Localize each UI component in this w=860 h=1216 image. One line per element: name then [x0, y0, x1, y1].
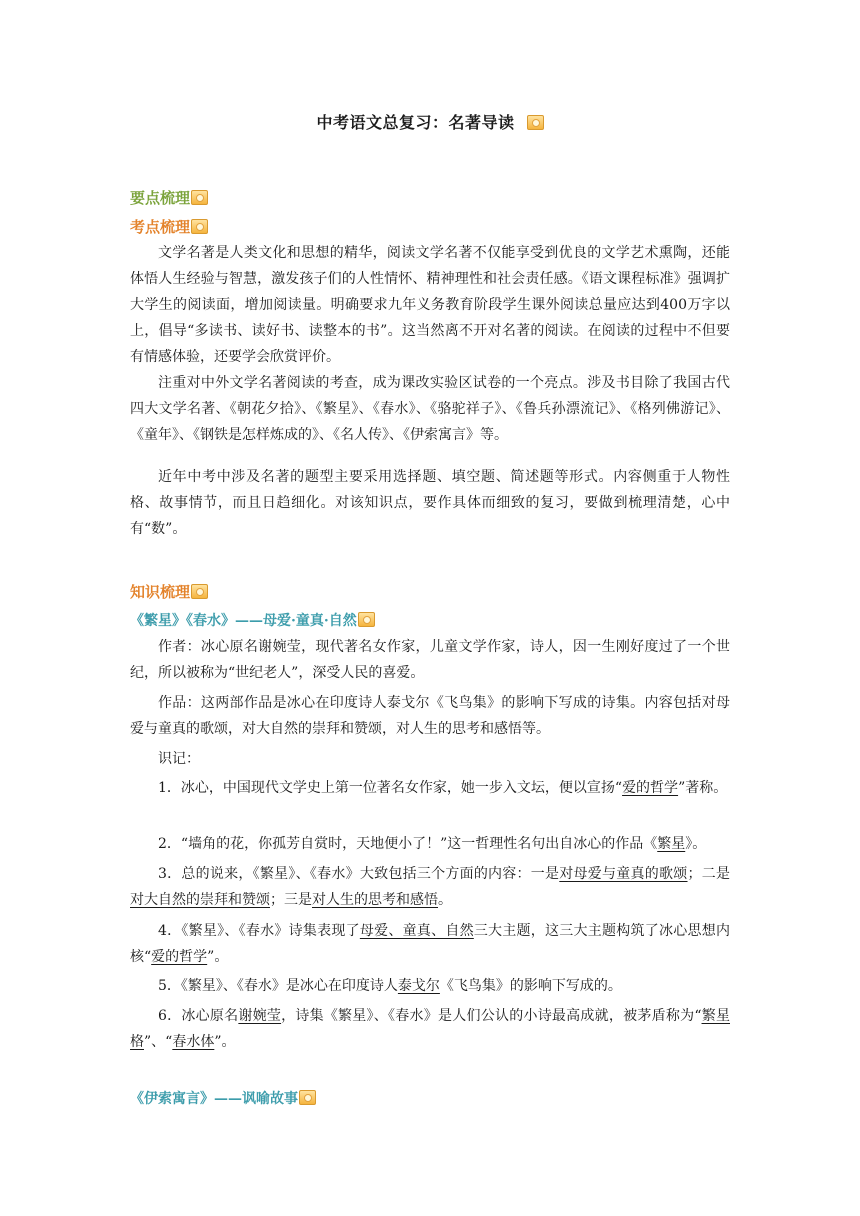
folder-icon — [191, 190, 208, 205]
heading-fanxing-chunshui: 《繁星》《春水》——母爱·童真·自然 — [130, 610, 375, 630]
list-item: 3．总的说来，《繁星》、《春水》大致包括三个方面的内容：一是对母爱与童真的歌颂；二是对大自然的崇拜和赞颂；三是对人生的思考和感悟。 — [130, 866, 731, 908]
page-title — [0, 110, 860, 133]
title-text: 中考语文总复习：名著导读 — [316, 113, 515, 132]
folder-icon — [299, 1090, 316, 1105]
list-item: 4．《繁星》、《春水》诗集表现了母爱、童真、自然三大主题，这三大主题构筑了冰心思想内核“爱的哲学”。 — [130, 923, 730, 965]
answer-underline: 繁星 — [657, 836, 686, 852]
heading-zhishi: 知识梳理 — [130, 581, 208, 602]
kaodian-paragraph: 文学名著是人类文化和思想的精华，阅读文学名著不仅能享受到优良的文学艺术熏陶，还能体悟人生经验与智慧，激发孩子们的人性情怀、精神理性和社会责任感。《语文课程标准》强调扩大学生的阅读面，增加阅读量。明确要求九年义务教育阶段学生课外阅读总量应达到400万字以上，倡导“多读书、读好书、读整本的书”。这当然离不开对名著的阅读。在阅读的过程中不但要有情感体验，还要学会欣赏评价。 — [130, 245, 730, 365]
works-paragraph: 作品：这两部作品是冰心在印度诗人泰戈尔《飞鸟集》的影响下写成的诗集。内容包括对母爱与童真的歌颂，对大自然的崇拜和赞颂，对人生的思考和感悟等。 — [130, 695, 730, 737]
shiji-label: 识记： — [158, 751, 200, 767]
kaodian-paragraph: 注重对中外文学名著阅读的考查，成为课改实验区试卷的一个亮点。涉及书目除了我国古代四大文学名著、《朝花夕拾》、《繁星》、《春水》、《骆驼祥子》、《鲁兵孙漂流记》、《格列佛游记》、《童年》、《钢铁是怎样炼成的》、《名人传》、《伊索寓言》等。 — [130, 375, 730, 443]
folder-icon — [527, 115, 544, 130]
heading-yaodian: 要点梳理 — [130, 187, 208, 208]
answer-underline: 对大自然的崇拜和赞颂 — [130, 892, 270, 908]
answer-underline: 对人生的思考和感悟 — [312, 892, 438, 908]
list-item: 1．冰心，中国现代文学史上第一位著名女作家，她一步入文坛，便以宣扬“爱的哲学”著称。 — [158, 780, 728, 796]
folder-icon — [191, 219, 208, 234]
heading-kaodian: 考点梳理 — [130, 216, 208, 237]
answer-underline: 繁星格 — [130, 1008, 730, 1050]
folder-icon — [191, 584, 208, 599]
answer-underline: 谢婉莹 — [238, 1008, 282, 1024]
answer-underline: 爱的哲学 — [622, 780, 679, 796]
folder-icon — [358, 612, 375, 627]
answer-underline: 母爱、童真、自然 — [359, 923, 474, 939]
list-item: 5．《繁星》、《春水》是冰心在印度诗人泰戈尔《飞鸟集》的影响下写成的。 — [158, 978, 622, 994]
author-paragraph: 作者：冰心原名谢婉莹，现代著名女作家，儿童文学作家，诗人，因一生刚好度过了一个世纪，所以被称为“世纪老人”，深受人民的喜爱。 — [130, 639, 730, 681]
answer-underline: 对母爱与童真的歌颂 — [559, 866, 688, 882]
kaodian-paragraph: 近年中考中涉及名著的题型主要采用选择题、填空题、简述题等形式。内容侧重于人物性格、故事情节，而且日趋细化。对该知识点，要作具体而细致的复习，要做到梳理清楚，心中有“数”。 — [130, 469, 730, 537]
list-item: 6．冰心原名谢婉莹，诗集《繁星》、《春水》是人们公认的小诗最高成就，被茅盾称为“繁星格”、“春水体”。 — [130, 1008, 730, 1050]
answer-underline: 泰戈尔 — [397, 978, 440, 994]
answer-underline: 爱的哲学 — [151, 949, 208, 965]
answer-underline: 春水体 — [172, 1034, 215, 1050]
heading-yisuo: 《伊索寓言》——讽喻故事 — [130, 1088, 316, 1108]
list-item: 2．“墙角的花，你孤芳自赏时，天地便小了！”这一哲理性名句出自冰心的作品《繁星》。 — [158, 836, 707, 852]
